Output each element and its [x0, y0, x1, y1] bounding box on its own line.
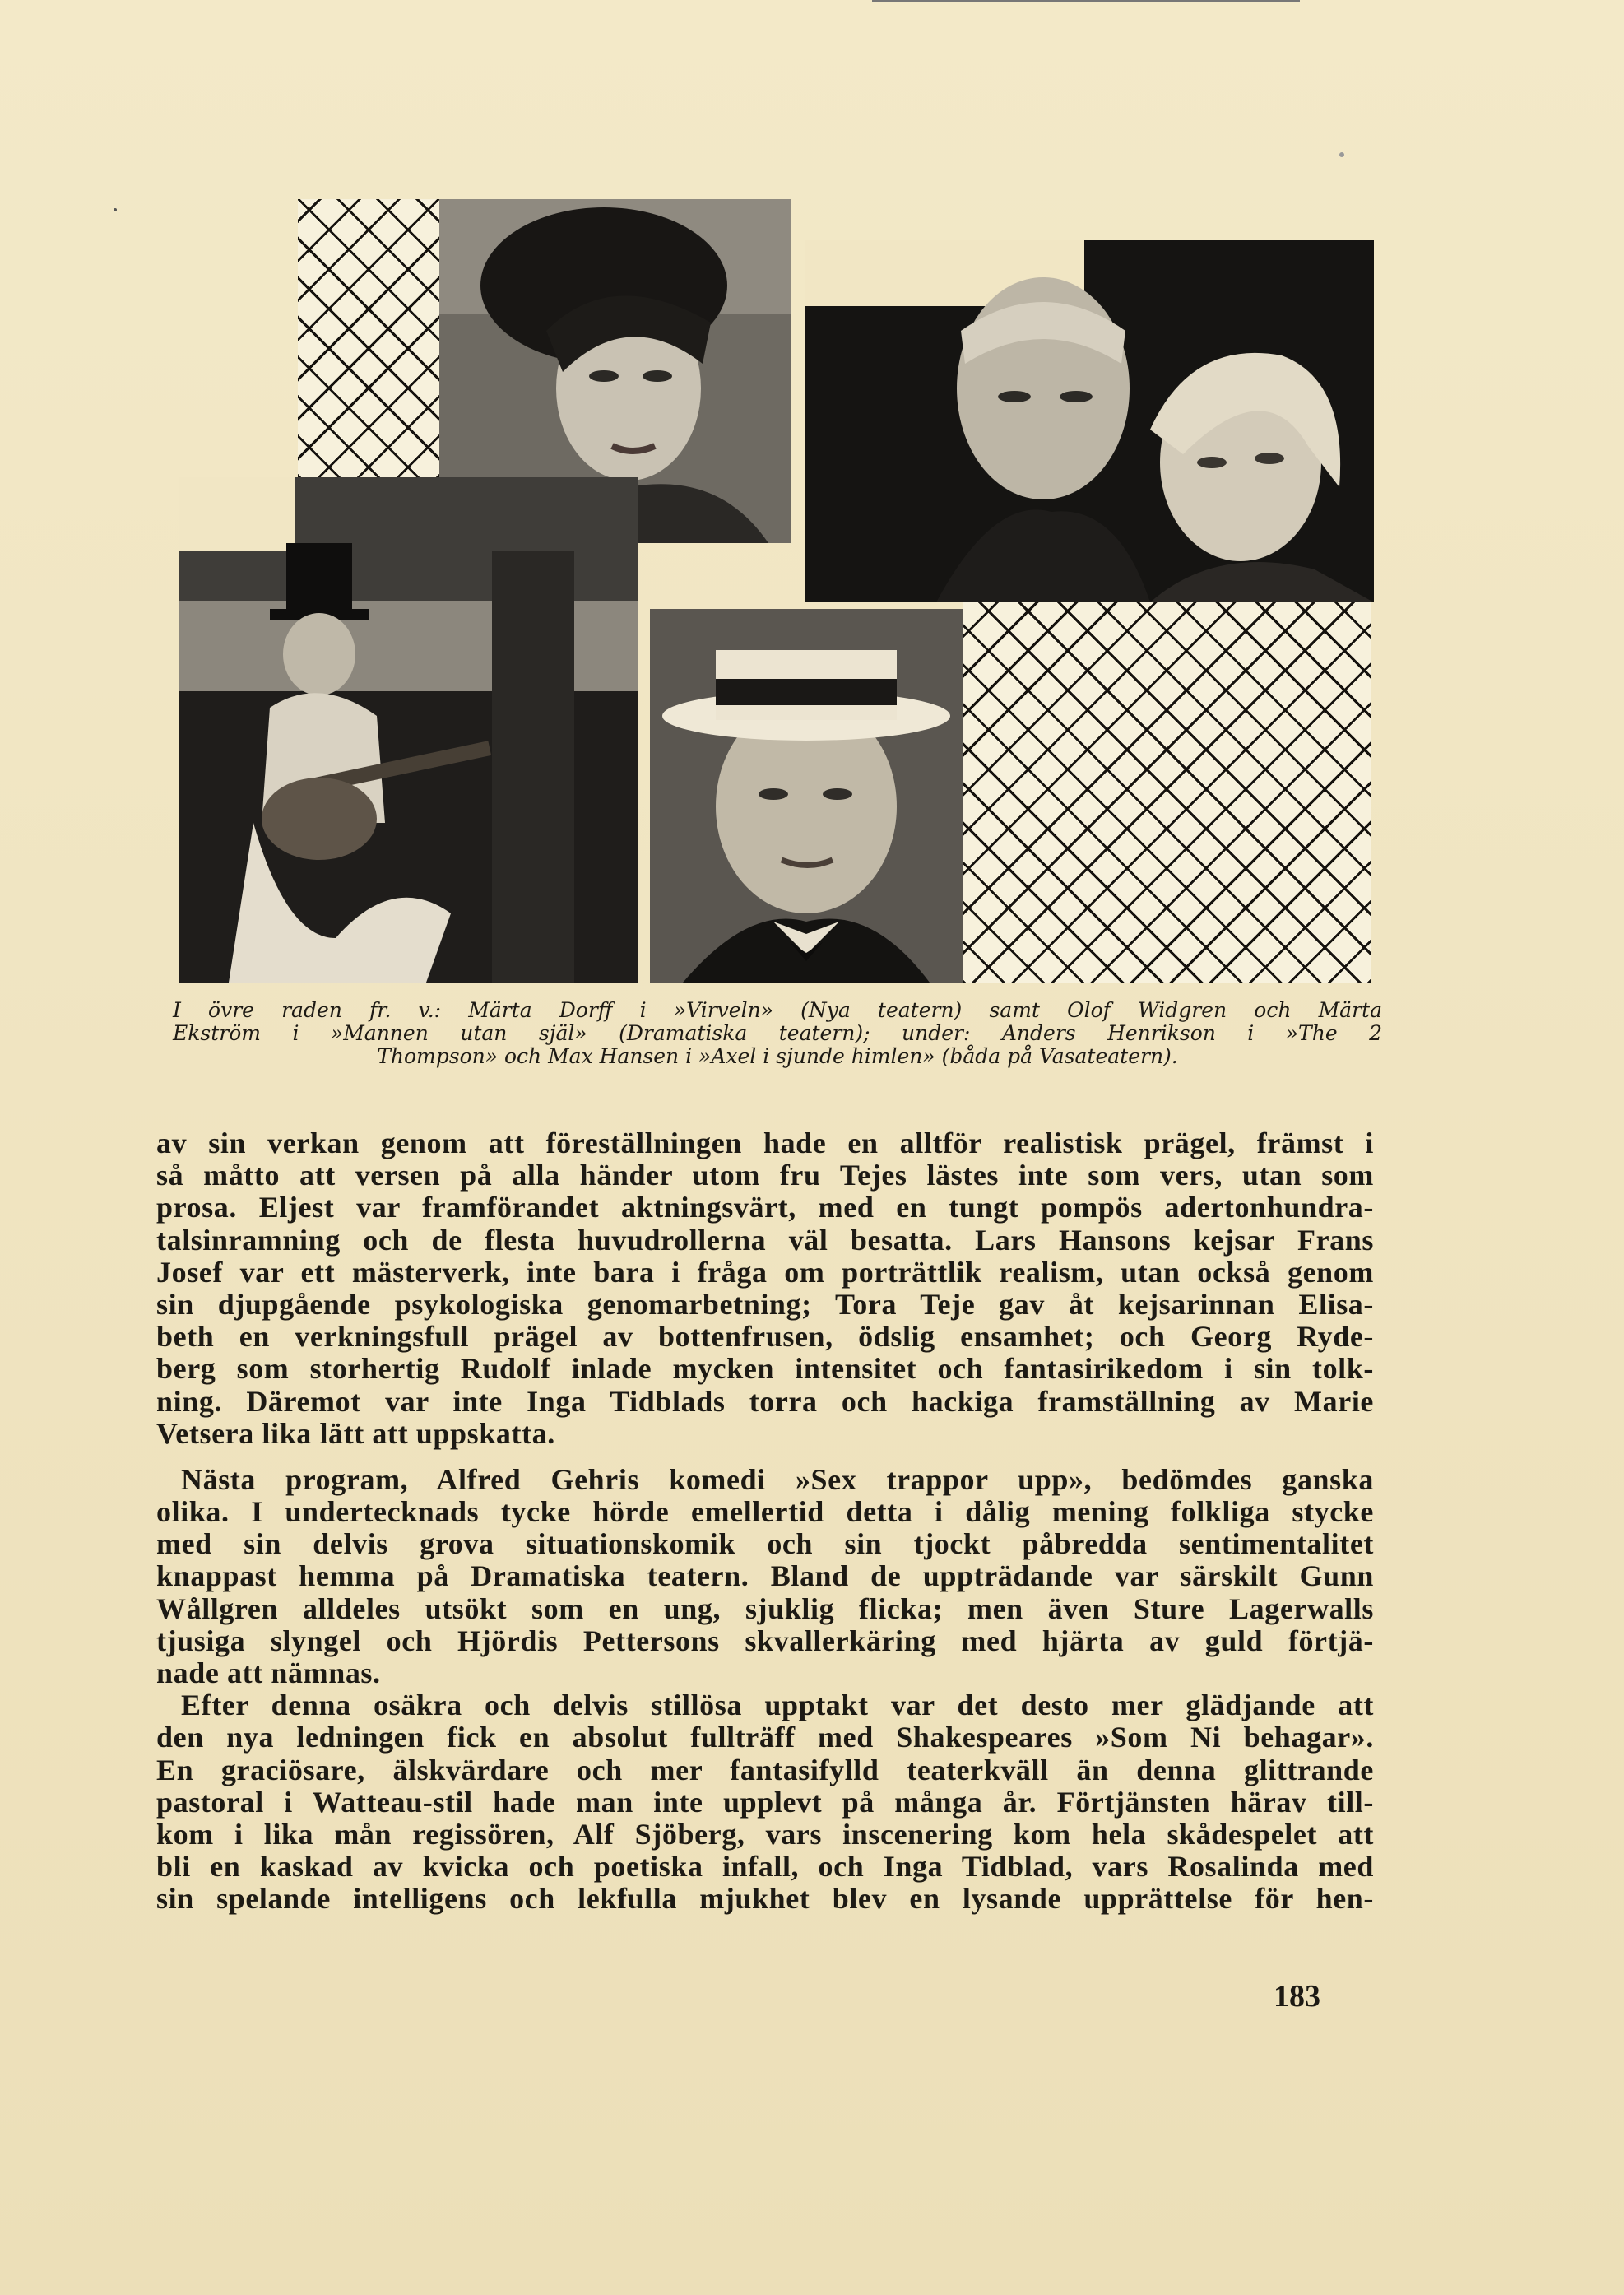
text-line: med sin delvis grova situationskomik och sin tjockt påbredda sentimentalitet	[156, 1527, 1374, 1561]
text-line: Wållgren alldeles utsökt som en ung, sjuklig flicka; men även Sture Lagerwalls	[156, 1591, 1374, 1625]
photo-max-hansen-art	[650, 609, 963, 983]
caption-line: I övre raden fr. v.: Märta Dorff i »Virveln» (Nya teatern) samt Olof Widgren och Märta	[173, 998, 1382, 1022]
photo-anders-henrikson	[179, 477, 638, 983]
top-edge-rule	[872, 0, 1300, 2]
page-number: 183	[1274, 1979, 1320, 2014]
text-line: sin djupgående psykologiska genomarbetning; Tora Teje gav åt kejsarinnan Elisa-	[156, 1287, 1374, 1321]
text-line: prosa. Eljest var framförandet aktningsvärt, med en tungt pompös adertonhundra-	[156, 1191, 1374, 1224]
text-line: sin spelande intelligens och lekfulla mjukhet blev en lysande upprättelse för hen-	[156, 1882, 1374, 1916]
text-line: Efter denna osäkra och delvis stillösa upptakt var det desto mer glädjande att	[181, 1689, 1374, 1722]
text-line: olika. I undertecknads tycke hörde emellertid detta i dålig mening folkliga stycke	[156, 1495, 1374, 1529]
paragraph-2	[156, 1464, 1374, 1689]
photo-anders-henrikson-art	[179, 477, 638, 983]
photo-widgren-ekstrom-art	[805, 240, 1374, 602]
text-line: kom i lika mån regissören, Alf Sjöberg, vars inscenering kom hela skådespelet att	[156, 1817, 1374, 1851]
paragraph-3	[156, 1689, 1374, 1915]
photo-max-hansen	[650, 609, 963, 983]
speck	[1339, 152, 1344, 157]
text-line: bli en kaskad av kvicka och poetiska infall, och Inga Tidblad, vars Rosalinda med	[156, 1850, 1374, 1884]
text-line: pastoral i Watteau-stil hade man inte upplevt på många år. Förtjänsten härav till-	[156, 1785, 1374, 1819]
article-body	[156, 1127, 1374, 1916]
text-line: berg som storhertig Rudolf inlade mycken intensitet och fantasirikedom i sin tolk-	[156, 1352, 1374, 1386]
caption-line: Thompson» och Max Hansen i »Axel i sjunde himlen» (båda på Vasateatern).	[377, 1044, 1178, 1068]
text-line: nade att nämnas.	[156, 1656, 381, 1689]
text-line: tjusiga slyngel och Hjördis Pettersons skvallerkäring med hjärta av guld förtjä-	[156, 1624, 1374, 1657]
text-line: knappast hemma på Dramatiska teatern. Bland de uppträdande var särskilt Gunn	[156, 1559, 1374, 1593]
paragraph-1	[156, 1127, 1374, 1450]
text-line: beth en verkningsfull prägel av bottenfrusen, ödslig ensamhet; och Georg Ryde-	[156, 1320, 1374, 1354]
text-line: talsinramning och de flesta huvudrollerna väl besatta. Lars Hansons kejsar Frans	[156, 1223, 1374, 1257]
photo-caption	[173, 999, 1382, 1068]
text-line: En graciösare, älskvärdare och mer fantasifylld teaterkväll än denna glittrande	[156, 1753, 1374, 1786]
text-line: Vetsera lika lätt att uppskatta.	[156, 1416, 555, 1450]
speck	[114, 208, 117, 211]
text-line: ning. Däremot var inte Inga Tidblads torra och hackiga framställning av Marie	[156, 1384, 1374, 1418]
text-line: Nästa program, Alfred Gehris komedi »Sex trappor upp», bedömdes ganska	[181, 1462, 1374, 1496]
text-line: av sin verkan genom att föreställningen hade en alltför realistisk prägel, främst i	[156, 1127, 1374, 1159]
lattice-bottom-right	[963, 602, 1371, 983]
text-line: Josef var ett mästerverk, inte bara i fråga om porträttlik realism, utan också genom	[156, 1255, 1374, 1289]
caption-line: Ekström i »Mannen utan själ» (Dramatiska teatern); under: Anders Henrikson i »The 2	[173, 1021, 1382, 1045]
lattice-top-left	[298, 199, 439, 477]
text-line: så måtto att versen på alla händer utom fru Tejes lästes inte som vers, utan som	[156, 1159, 1374, 1192]
photo-widgren-ekstrom	[805, 240, 1374, 602]
text-line: den nya ledningen fick en absolut fullträff med Shakespeares »Som Ni behagar».	[156, 1721, 1374, 1754]
